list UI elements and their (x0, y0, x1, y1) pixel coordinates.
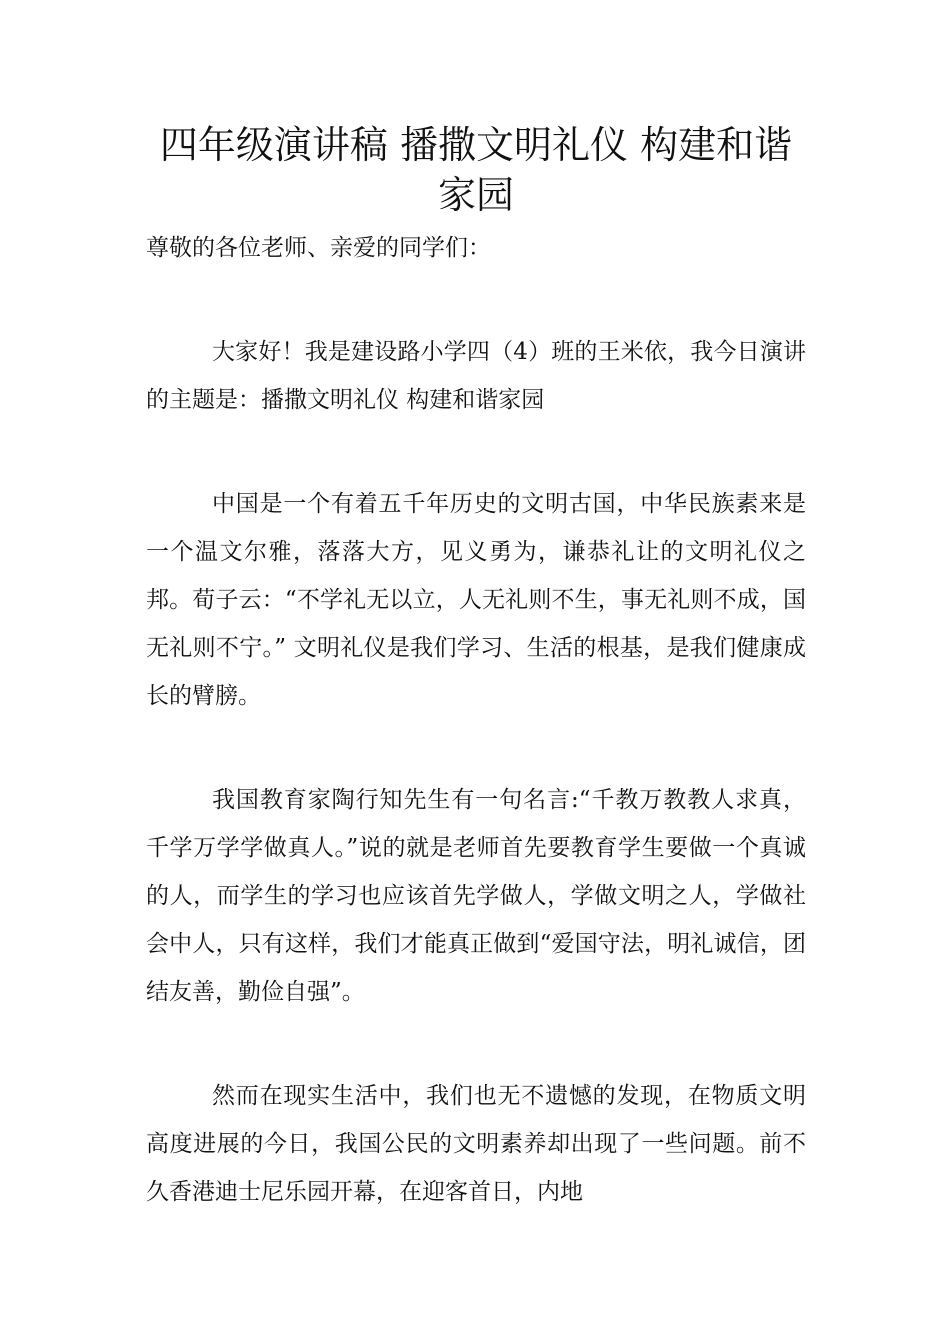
document-title: 四年级演讲稿 播撒文明礼仪 构建和谐家园 (159, 123, 793, 217)
paragraph-greeting: 大家好！我是建设路小学四（4）班的王米依，我今日演讲的主题是：播撒文明礼仪 构建和谐家园 (146, 339, 806, 413)
paragraph-reality: 然而在现实生活中，我们也无不遗憾的发现，在物质文明高度进展的今日，我国公民的文明素养却出现了一些问题。前不久香港迪士尼乐园开幕，在迎客首日，内地 (146, 1083, 806, 1205)
document-page (146, 120, 806, 1216)
paragraph-gap (146, 424, 806, 480)
paragraph-gap (146, 1016, 806, 1072)
paragraph-gap (146, 720, 806, 776)
paragraph-quote: 我国教育家陶行知先生有一句名言:“千教万教教人求真，千学万学学做真人。”说的就是老师首先要教育学生要做一个真诚的人，而学生的学习也应该首先学做人，学做文明之人，学做社会中人，只有这样，我们才能真正做到“爱国守法，明礼诚信，团结友善，勤俭自强”。 (146, 787, 806, 1005)
salutation: 尊敬的各位老师、亲爱的同学们： (146, 235, 491, 261)
paragraph-gap (146, 272, 806, 328)
paragraph-history: 中国是一个有着五千年历史的文明古国，中华民族素来是一个温文尔雅，落落大方，见义勇为，谦恭礼让的文明礼仪之邦。荀子云：“不学礼无以立，人无礼则不生，事无礼则不成，国无礼则不宁。” 文明礼仪是我们学习、生活的根基，是我们健康成长的臂膀。 (146, 491, 806, 709)
